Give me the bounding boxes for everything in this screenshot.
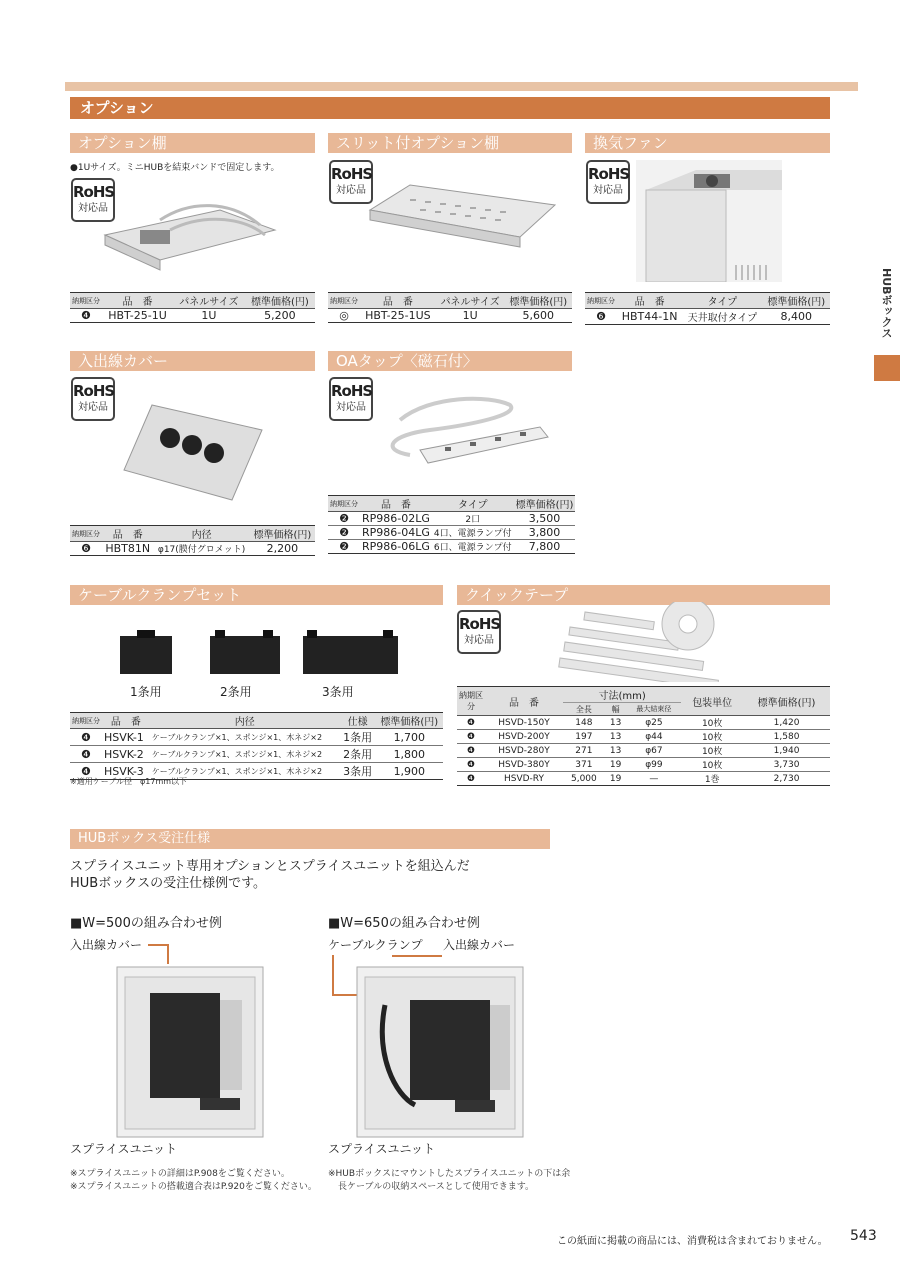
shelf-image — [100, 190, 280, 280]
top-decor-bar — [65, 82, 858, 91]
slit-shelf-image — [350, 175, 560, 275]
clamp-label-3: 3条用 — [322, 685, 354, 699]
table-row: ◎ HBT-25-1US 1U 5,600 — [328, 309, 572, 323]
table-row: ❻ HBT81N φ17(膜付グロメット) 2,200 — [70, 542, 315, 556]
shelf-table: 納期区分 品 番 パネルサイズ 標準価格(円) ❹ HBT-25-1U 1U 5,200 — [70, 292, 315, 323]
table-row: ❷ RP986-02LG 2口 3,500 — [328, 512, 575, 526]
table-row: ❷ RP986-06LG 6口、電源ランプ付 7,800 — [328, 540, 575, 554]
order-spec-title: HUBボックス受注仕様 — [70, 829, 550, 849]
section-title-cover: 入出線カバー — [70, 351, 315, 371]
ex650-label-splice: スプライスユニット — [328, 1142, 436, 1156]
rohs-badge: RoHS 対応品 — [329, 377, 373, 421]
table-row: ❹ HSVD-380Y 371 19 φ99 10枚 3,730 — [457, 758, 830, 772]
table-row: ❹ HSVD-280Y 271 13 φ67 10枚 1,940 — [457, 744, 830, 758]
table-row: ❷ RP986-04LG 4口、電源ランプ付 3,800 — [328, 526, 575, 540]
table-row: ❹ HSVD-150Y 148 13 φ25 10枚 1,420 — [457, 716, 830, 730]
ex500-note: ※スプライスユニットの詳細はP.908をご覧ください。 ※スプライスユニットの搭載適合表はP.920をご覧ください。 — [70, 1169, 317, 1192]
slit-shelf-table: 納期区分 品 番 パネルサイズ 標準価格(円) ◎ HBT-25-1US 1U 5,600 — [328, 292, 572, 323]
cover-plate-image — [122, 400, 264, 505]
section-title-tape: クイックテープ — [457, 585, 830, 605]
side-tab — [874, 355, 900, 381]
rohs-badge: RoHS 対応品 — [71, 178, 115, 222]
oa-tap-table: 納期区分 品 番 タイプ 標準価格(円) ❷ RP986-02LG 2口 3,500 ❷ RP986-04LG 4口、電源ランプ付 3,800 ❷ RP986-06LG 6口、電源ランプ付 7,800 — [328, 495, 575, 554]
rohs-badge: RoHS 対応品 — [71, 377, 115, 421]
section-title-clamp: ケーブルクランプセット — [70, 585, 443, 605]
clamp-table: 納期区分 品 番 内径 仕様 標準価格(円) ❹ HSVK-1 ケーブルクランプ×1、スポンジ×1、木ネジ×2 1条用 1,700 ❹ HSVK-2 ケーブルクランプ×1、スポンジ×1、木ネジ×2 2条用 1,800 ❹ HSVK-3 ケーブルクランプ×1、スポンジ×1、木ネジ×2 3条用 1,900 — [70, 712, 443, 780]
ex650-title: ■W=650の組み合わせ例 — [328, 916, 480, 931]
hub-box-650-image — [355, 965, 525, 1140]
clamp-label-1: 1条用 — [130, 685, 162, 699]
shelf-desc: ●1Uサイズ。ミニHUBを結束バンドで固定します。 — [70, 163, 280, 173]
ex650-label-cover: 入出線カバー — [443, 938, 516, 952]
section-title-shelf: オプション棚 — [70, 133, 315, 153]
rohs-badge: RoHS 対応品 — [457, 610, 501, 654]
section-title-slit-shelf: スリット付オプション棚 — [328, 133, 572, 153]
cover-table: 納期区分 品 番 内径 標準価格(円) ❻ HBT81N φ17(膜付グロメット) 2,200 — [70, 525, 315, 556]
ex500-title: ■W=500の組み合わせ例 — [70, 916, 222, 931]
table-row: ❹ HSVD-RY 5,000 19 — 1巻 2,730 — [457, 772, 830, 786]
table-row: ❹ HSVK-1 ケーブルクランプ×1、スポンジ×1、木ネジ×2 1条用 1,700 — [70, 729, 443, 746]
side-label: HUBボックス — [880, 268, 893, 339]
ex500-label-splice: スプライスユニット — [70, 1142, 178, 1156]
section-title-oa-tap: OAタップ〈磁石付〉 — [328, 351, 572, 371]
clamp-label-2: 2条用 — [220, 685, 252, 699]
table-row: ❹ HSVK-2 ケーブルクランプ×1、スポンジ×1、木ネジ×2 2条用 1,800 — [70, 746, 443, 763]
table-row: ❹ HSVD-200Y 197 13 φ44 10枚 1,580 — [457, 730, 830, 744]
section-title-fan: 換気ファン — [585, 133, 830, 153]
hub-box-500-image — [115, 965, 265, 1140]
ex500-label-cover: 入出線カバー — [70, 938, 143, 952]
rohs-badge: RoHS 対応品 — [586, 160, 630, 204]
tax-note: この紙面に掲載の商品には、消費税は含まれておりません。 — [557, 1236, 828, 1247]
tape-image — [555, 602, 830, 682]
tape-table: 納期区分 品 番 寸法(mm) 包装単位 標準価格(円) 全長 幅 最大結束径 ❹ HSVD-150Y 148 13 φ25 10枚 1,420 ❹ HSVD-200Y 197 13 φ44 10枚 1,580 ❹ HSVD-280Y 271 13 φ67 10枚 1,940 ❹ HSVD-380Y 371 19 φ99 10枚 3,730 ❹ HSVD-RY 5,000 19 — 1巻 2,730 — [457, 686, 830, 786]
order-spec-lead: スプライスユニット専用オプションとスプライスユニットを組込んだ HUBボックスの受注仕様例です。 — [70, 859, 470, 891]
table-row: ❻ HBT44-1N 天井取付タイプ 8,400 — [585, 309, 830, 325]
fan-table: 納期区分 品 番 タイプ 標準価格(円) ❻ HBT44-1N 天井取付タイプ 8,400 — [585, 292, 830, 325]
page-number: 543 — [850, 1228, 877, 1244]
table-row: ❹ HBT-25-1U 1U 5,200 — [70, 309, 315, 323]
table-row: ❹ HSVK-3 ケーブルクランプ×1、スポンジ×1、木ネジ×2 3条用 1,900 — [70, 763, 443, 780]
fan-image — [636, 160, 782, 282]
rohs-badge: RoHS 対応品 — [329, 160, 373, 204]
oa-tap-image — [370, 385, 560, 480]
main-title: オプション — [70, 97, 830, 119]
clamp-images — [115, 628, 405, 678]
ex650-label-clamp: ケーブルクランプ — [328, 938, 423, 952]
ex650-note: ※HUBボックスにマウントしたスプライスユニットの下は余 長ケーブルの収納スペースとして使用できます。 — [328, 1169, 571, 1192]
clamp-note: ※適用ケーブル径 φ17mm以下 — [70, 777, 188, 786]
